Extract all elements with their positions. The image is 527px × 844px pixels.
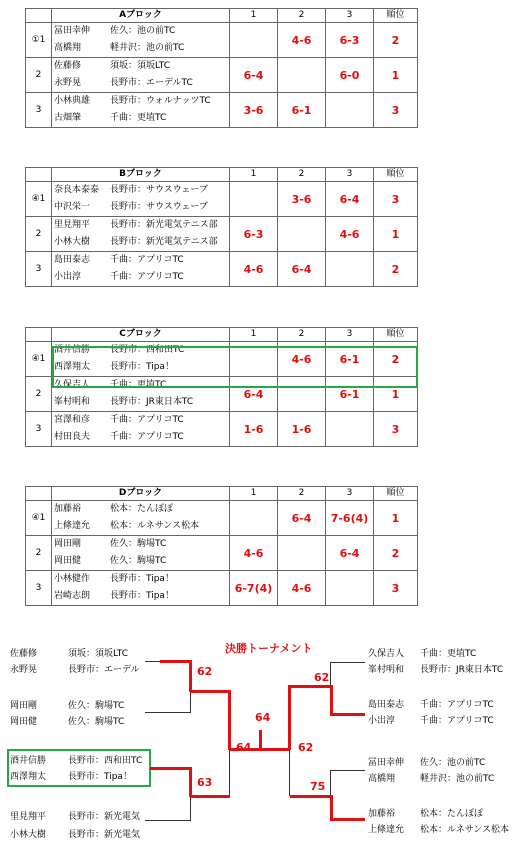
bracket-line — [190, 692, 191, 712]
player-line — [54, 75, 229, 92]
bracket-line — [228, 690, 231, 750]
bracket-line — [160, 660, 190, 663]
table-row — [26, 23, 418, 58]
header-rank: 順位 — [374, 328, 418, 342]
rank-cell: 3 — [374, 571, 418, 606]
round-robin-table-1 — [25, 8, 418, 128]
score-left-r1-top: 62 — [197, 665, 213, 678]
player-name: 岡田剛 — [54, 539, 82, 549]
player-affiliation: 須坂：須坂LTC — [68, 649, 129, 659]
score-cell — [278, 536, 326, 571]
player-line — [54, 553, 229, 570]
player-affiliation: 千曲：更埴TC — [110, 113, 167, 123]
player-affiliation: 佐久：池の前TC — [110, 26, 176, 36]
player-line — [54, 571, 229, 588]
header-col-1: 1 — [230, 328, 278, 342]
score-cell — [326, 412, 374, 447]
player-line — [54, 110, 229, 127]
player-affiliation: 長野市：エーデル — [68, 665, 140, 675]
score-cell: 6-3 — [230, 217, 278, 252]
score-cell: 3-6 — [230, 93, 278, 128]
bracket-line — [145, 661, 160, 662]
score-cell — [230, 501, 278, 536]
score-cell: 6-1 — [326, 342, 374, 377]
block-name: Bブロック — [52, 168, 230, 182]
block-name: Cブロック — [52, 328, 230, 342]
header-col-1: 1 — [230, 487, 278, 501]
player-affiliation: 長野市：Tipa！ — [110, 362, 174, 372]
header-col-3: 3 — [326, 328, 374, 342]
bracket-line — [330, 713, 365, 716]
score-cell — [326, 93, 374, 128]
player-name: 宮澤和彦 — [54, 415, 91, 425]
block-name: Dブロック — [52, 487, 230, 501]
score-cell: 6-3 — [326, 23, 374, 58]
table-row — [26, 501, 418, 536]
bracket-line — [330, 770, 365, 771]
bracket-line — [190, 690, 230, 693]
header-rank: 順位 — [374, 168, 418, 182]
rank-cell: 2 — [374, 342, 418, 377]
score-cell: 4-6 — [326, 217, 374, 252]
pair-cell — [52, 536, 230, 571]
header-rank: 順位 — [374, 9, 418, 23]
rank-cell: 3 — [374, 412, 418, 447]
player-affiliation: 松本：ルネサンス松本 — [420, 825, 510, 835]
seed-number: ④1 — [26, 182, 52, 217]
rank-cell: 1 — [374, 377, 418, 412]
bracket-line — [190, 797, 191, 821]
player-affiliation: 千曲：アプリコTC — [420, 716, 494, 726]
player-name: 岩崎志朗 — [54, 591, 91, 601]
player-name: 久保吉人 — [54, 380, 91, 390]
header-col-3: 3 — [326, 487, 374, 501]
player-affiliation: 須坂：須坂LTC — [110, 61, 171, 71]
player-affiliation: 千曲：アプリコTC — [110, 432, 184, 442]
player-affiliation: 佐久：駒場TC — [68, 717, 125, 727]
player-affiliation: 長野市：新光電気テニス部 — [110, 237, 218, 247]
table-header-row — [26, 168, 418, 182]
player-name: 西澤翔太 — [10, 772, 47, 782]
player-line — [54, 217, 229, 234]
player-line — [54, 182, 229, 199]
seed-number: ④1 — [26, 342, 52, 377]
player-line — [54, 429, 229, 446]
player-name: 冨田幸伸 — [368, 758, 405, 768]
player-name: 島田泰志 — [54, 255, 91, 265]
bracket-line — [150, 767, 190, 770]
player-line — [54, 394, 229, 411]
left-entry-2 — [10, 698, 124, 730]
score-cell: 4-6 — [230, 252, 278, 287]
pair-cell — [52, 93, 230, 128]
header-col-2: 2 — [278, 487, 326, 501]
table-row — [26, 182, 418, 217]
seed-number: 2 — [26, 217, 52, 252]
player-affiliation: 長野市：エーデルTC — [110, 78, 193, 88]
right-entry-4 — [368, 806, 509, 838]
table-row — [26, 412, 418, 447]
score-cell: 6-4 — [278, 252, 326, 287]
table-header-row — [26, 487, 418, 501]
player-name: 冨田幸伸 — [54, 26, 91, 36]
pair-cell — [52, 252, 230, 287]
player-name: 佐藤修 — [54, 61, 82, 71]
bracket-line — [330, 662, 331, 686]
table-row — [26, 252, 418, 287]
seed-number: 3 — [26, 93, 52, 128]
score-cell: 6-4 — [326, 182, 374, 217]
player-name: 高橋翔 — [368, 774, 396, 784]
header-blank — [26, 487, 52, 501]
rank-cell: 1 — [374, 217, 418, 252]
player-name: 加藤裕 — [54, 504, 82, 514]
seed-number: 3 — [26, 571, 52, 606]
player-affiliation: 松本：たんぽぽ — [110, 504, 174, 514]
header-rank: 順位 — [374, 487, 418, 501]
right-entry-2 — [368, 697, 494, 729]
score-cell: 6-1 — [278, 93, 326, 128]
player-name: 里見翔平 — [10, 812, 47, 822]
player-name: 小出淳 — [368, 716, 396, 726]
table-row — [26, 58, 418, 93]
player-name: 酒井信勝 — [54, 345, 91, 355]
player-line — [54, 518, 229, 535]
seed-number: 2 — [26, 536, 52, 571]
right-entry-1 — [368, 646, 503, 678]
player-affiliation: 佐久：池の前TC — [420, 758, 486, 768]
score-cell — [230, 182, 278, 217]
seed-number: 2 — [26, 58, 52, 93]
player-line — [54, 501, 229, 518]
player-name: 酒井信勝 — [10, 756, 47, 766]
round-robin-table-2 — [25, 167, 418, 287]
block-name: Aブロック — [52, 9, 230, 23]
score-cell: 4-6 — [230, 536, 278, 571]
bracket-line — [189, 660, 192, 692]
player-name: 里見翔平 — [54, 220, 91, 230]
header-col-2: 2 — [278, 168, 326, 182]
score-cell — [326, 571, 374, 606]
player-line — [54, 269, 229, 286]
pair-cell — [52, 23, 230, 58]
player-name: 古畑肇 — [54, 113, 82, 123]
player-name: 高橋翔 — [54, 43, 82, 53]
player-affiliation: 長野市：西和田TC — [68, 756, 143, 766]
pair-cell — [52, 58, 230, 93]
player-name: 上條達允 — [54, 521, 91, 531]
bracket-line — [330, 770, 331, 796]
player-affiliation: 千曲：更埴TC — [110, 380, 167, 390]
rank-cell: 1 — [374, 58, 418, 93]
rank-cell: 3 — [374, 93, 418, 128]
pair-cell — [52, 571, 230, 606]
score-cell: 1-6 — [278, 412, 326, 447]
header-col-2: 2 — [278, 328, 326, 342]
bracket-line — [145, 712, 191, 713]
score-cell: 1-6 — [230, 412, 278, 447]
table-header-row — [26, 9, 418, 23]
rank-cell: 1 — [374, 501, 418, 536]
player-name: 岡田健 — [54, 556, 82, 566]
rank-cell: 3 — [374, 182, 418, 217]
right-entry-3 — [368, 755, 494, 787]
player-affiliation: 松本：たんぽぽ — [420, 809, 484, 819]
header-col-3: 3 — [326, 168, 374, 182]
player-affiliation: 軽井沢：池の前TC — [110, 43, 185, 53]
player-line — [54, 588, 229, 605]
player-name: 岡田健 — [10, 717, 38, 727]
score-cell: 6-4 — [230, 377, 278, 412]
score-cell — [278, 58, 326, 93]
rank-cell: 2 — [374, 252, 418, 287]
score-cell — [326, 252, 374, 287]
player-name: 峯村明和 — [54, 397, 91, 407]
score-cell — [278, 217, 326, 252]
seed-number: 3 — [26, 412, 52, 447]
seed-number: ④1 — [26, 501, 52, 536]
header-blank — [26, 168, 52, 182]
header-blank — [26, 9, 52, 23]
player-affiliation: 長野市：Tipa！ — [110, 591, 174, 601]
bracket-line — [330, 818, 365, 821]
player-name: 永野晃 — [54, 78, 82, 88]
player-name: 久保吉人 — [368, 649, 405, 659]
seed-number: 3 — [26, 252, 52, 287]
score-cell: 3-6 — [278, 182, 326, 217]
table-header-row — [26, 328, 418, 342]
score-left-semi: 64 — [236, 741, 252, 754]
player-affiliation: 佐久：駒場TC — [68, 701, 125, 711]
player-affiliation: 長野市：新光電気テニス部 — [110, 220, 218, 230]
player-line — [54, 234, 229, 251]
round-robin-table-4 — [25, 486, 418, 606]
score-final: 64 — [255, 711, 271, 724]
header-col-2: 2 — [278, 9, 326, 23]
table-row — [26, 536, 418, 571]
player-name: 村田良夫 — [54, 432, 91, 442]
player-affiliation: 長野市：新光電気 — [68, 812, 141, 822]
seed-number: ①1 — [26, 23, 52, 58]
player-name: 西澤翔太 — [54, 362, 91, 372]
player-name: 奈良本泰泰 — [54, 185, 100, 195]
player-affiliation: 千曲：アプリコTC — [110, 272, 184, 282]
player-affiliation: 佐久：駒場TC — [110, 539, 167, 549]
bracket-line — [330, 662, 365, 663]
bracket-line — [259, 748, 289, 751]
score-cell: 6-4 — [230, 58, 278, 93]
score-cell: 6-4 — [326, 536, 374, 571]
header-col-1: 1 — [230, 9, 278, 23]
score-cell: 6-1 — [326, 377, 374, 412]
player-name: 小出淳 — [54, 272, 82, 282]
player-affiliation: 長野市：ウォルナッツTC — [110, 96, 211, 106]
header-col-3: 3 — [326, 9, 374, 23]
player-name: 島田泰志 — [368, 700, 405, 710]
player-name: 小林典雄 — [54, 96, 91, 106]
bracket-line — [288, 685, 291, 750]
player-line — [54, 199, 229, 216]
seed-number: 2 — [26, 377, 52, 412]
table-row — [26, 217, 418, 252]
player-affiliation: 千曲：更埴TC — [420, 649, 477, 659]
score-cell: 6-0 — [326, 58, 374, 93]
player-name: 小林健作 — [54, 574, 91, 584]
bracket-line — [289, 750, 290, 796]
player-affiliation: 長野市：JR東日本TC — [420, 665, 504, 675]
player-affiliation: 長野市：西和田TC — [110, 345, 185, 355]
header-col-1: 1 — [230, 168, 278, 182]
score-right-r1-bottom: 75 — [310, 780, 326, 793]
score-right-r1-top: 62 — [314, 671, 330, 684]
pair-cell — [52, 217, 230, 252]
header-blank — [26, 328, 52, 342]
left-entry-1 — [10, 646, 140, 678]
player-line — [54, 23, 229, 40]
highlight-left-entry-3 — [7, 749, 151, 787]
pair-cell — [52, 501, 230, 536]
player-line — [54, 252, 229, 269]
score-cell: 6-7(4) — [230, 571, 278, 606]
score-left-r1-bottom: 63 — [197, 776, 213, 789]
player-affiliation: 長野市：Tipa！ — [68, 772, 132, 782]
bracket-line — [290, 685, 332, 688]
score-cell — [230, 23, 278, 58]
player-line — [54, 40, 229, 57]
player-affiliation: 千曲：アプリコTC — [110, 255, 184, 265]
player-affiliation: 長野市：サウスウェーブ — [110, 185, 208, 195]
player-affiliation: 松本：ルネサンス松本 — [110, 521, 200, 531]
pair-cell — [52, 412, 230, 447]
player-affiliation: 千曲：アプリコTC — [110, 415, 184, 425]
bracket-line — [145, 820, 191, 821]
player-affiliation: 長野市：新光電気 — [68, 830, 141, 840]
player-name: 峯村明和 — [368, 665, 405, 675]
player-name: 小林大樹 — [10, 830, 47, 840]
bracket-line — [229, 750, 230, 795]
player-line — [54, 536, 229, 553]
player-affiliation: 軽井沢：池の前TC — [420, 774, 495, 784]
score-right-semi: 62 — [298, 741, 314, 754]
player-name: 岡田剛 — [10, 701, 38, 711]
table-row — [26, 571, 418, 606]
score-cell: 4-6 — [278, 23, 326, 58]
bracket-line — [330, 795, 333, 820]
player-affiliation: 千曲：アプリコTC — [420, 700, 494, 710]
player-name: 永野晃 — [10, 665, 38, 675]
rank-cell: 2 — [374, 536, 418, 571]
score-cell: 4-6 — [278, 342, 326, 377]
bracket-line — [189, 767, 192, 797]
player-affiliation: 長野市：JR東日本TC — [110, 397, 194, 407]
table-row — [26, 93, 418, 128]
player-affiliation: 長野市：Tipa！ — [110, 574, 174, 584]
score-cell: 6-4 — [278, 501, 326, 536]
rank-cell: 2 — [374, 23, 418, 58]
player-line — [54, 58, 229, 75]
player-name: 小林大樹 — [54, 237, 91, 247]
left-entry-4 — [10, 808, 140, 844]
bracket-line — [259, 730, 262, 750]
player-affiliation: 佐久：駒場TC — [110, 556, 167, 566]
player-line — [54, 412, 229, 429]
score-cell: 7-6(4) — [326, 501, 374, 536]
tournament-title: 決勝トーナメント — [225, 642, 313, 655]
player-affiliation: 長野市：サウスウェーブ — [110, 202, 208, 212]
bracket-line — [290, 795, 332, 798]
player-name: 上條達允 — [368, 825, 405, 835]
player-line — [54, 93, 229, 110]
bracket-line — [330, 685, 333, 715]
player-name: 佐藤修 — [10, 649, 38, 659]
bracket-line — [190, 795, 230, 798]
score-cell: 4-6 — [278, 571, 326, 606]
highlight-block-c-row1 — [52, 346, 418, 388]
pair-cell — [52, 182, 230, 217]
player-name: 加藤裕 — [368, 809, 396, 819]
player-name: 中沢栄一 — [54, 202, 91, 212]
